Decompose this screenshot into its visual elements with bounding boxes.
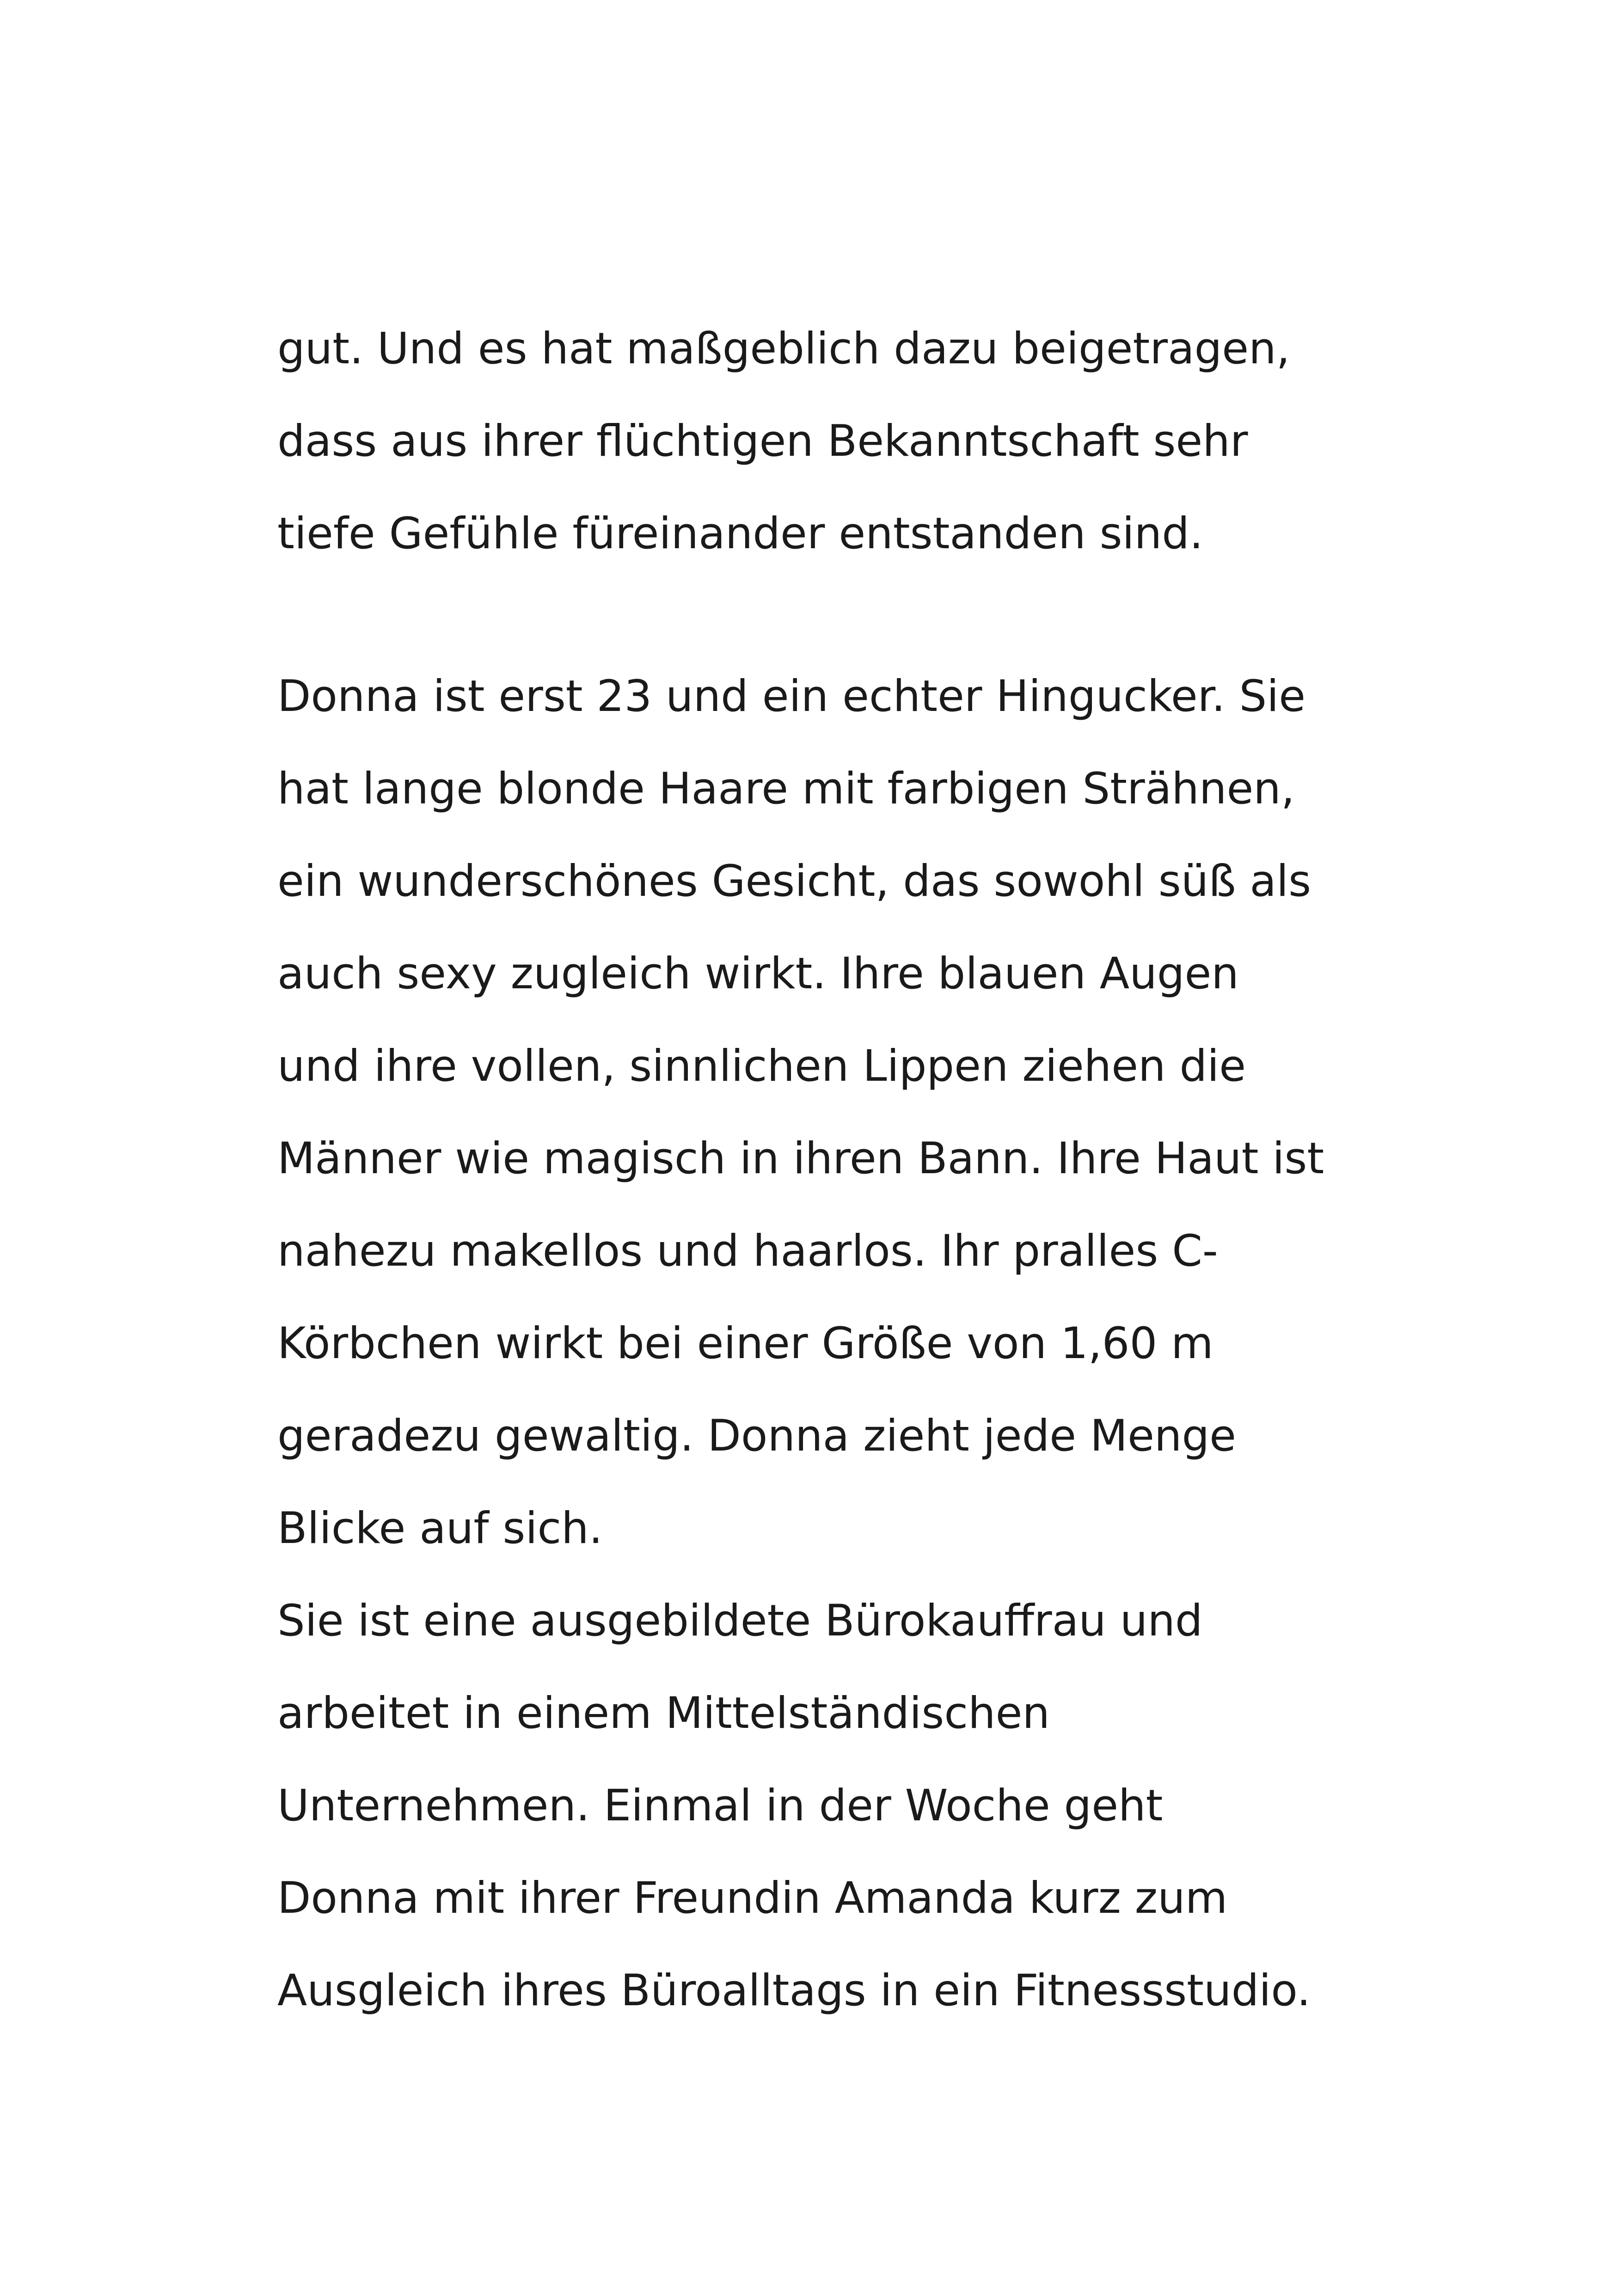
text-line: und ihre vollen, sinnlichen Lippen ziehen die bbox=[277, 1041, 1246, 1091]
text-line: gut. Und es hat maßgeblich dazu beigetragen, bbox=[277, 324, 1290, 374]
text-line: ein wunderschönes Gesicht, das sowohl süß als bbox=[277, 856, 1312, 906]
text-line: Blicke auf sich. bbox=[277, 1503, 603, 1554]
paragraph bbox=[277, 303, 1410, 580]
text-line: dass aus ihrer flüchtigen Bekanntschaft sehr bbox=[277, 416, 1248, 466]
paragraph bbox=[277, 650, 1410, 2037]
text-line: Unternehmen. Einmal in der Woche geht bbox=[277, 1781, 1163, 1831]
body-text bbox=[277, 303, 1410, 2037]
text-line: Ausgleich ihres Büroalltags in ein Fitnessstudio. bbox=[277, 1965, 1311, 2016]
text-line: Männer wie magisch in ihren Bann. Ihre Haut ist bbox=[277, 1133, 1324, 1184]
text-line: Donna mit ihrer Freundin Amanda kurz zum bbox=[277, 1873, 1228, 1923]
text-line: hat lange blonde Haare mit farbigen Strähnen, bbox=[277, 764, 1295, 814]
text-line: arbeitet in einem Mittelständischen bbox=[277, 1688, 1050, 1739]
paragraph-spacer bbox=[277, 580, 1410, 650]
text-line: geradezu gewaltig. Donna zieht jede Menge bbox=[277, 1411, 1237, 1461]
text-line: Sie ist eine ausgebildete Bürokauffrau und bbox=[277, 1596, 1203, 1646]
text-line: tiefe Gefühle füreinander entstanden sind. bbox=[277, 508, 1203, 559]
text-line: Körbchen wirkt bei einer Größe von 1,60 m bbox=[277, 1318, 1214, 1369]
text-line: auch sexy zugleich wirkt. Ihre blauen Augen bbox=[277, 949, 1239, 999]
text-line: nahezu makellos und haarlos. Ihr pralles C- bbox=[277, 1226, 1218, 1276]
text-line: Donna ist erst 23 und ein echter Hingucker. Sie bbox=[277, 671, 1306, 722]
